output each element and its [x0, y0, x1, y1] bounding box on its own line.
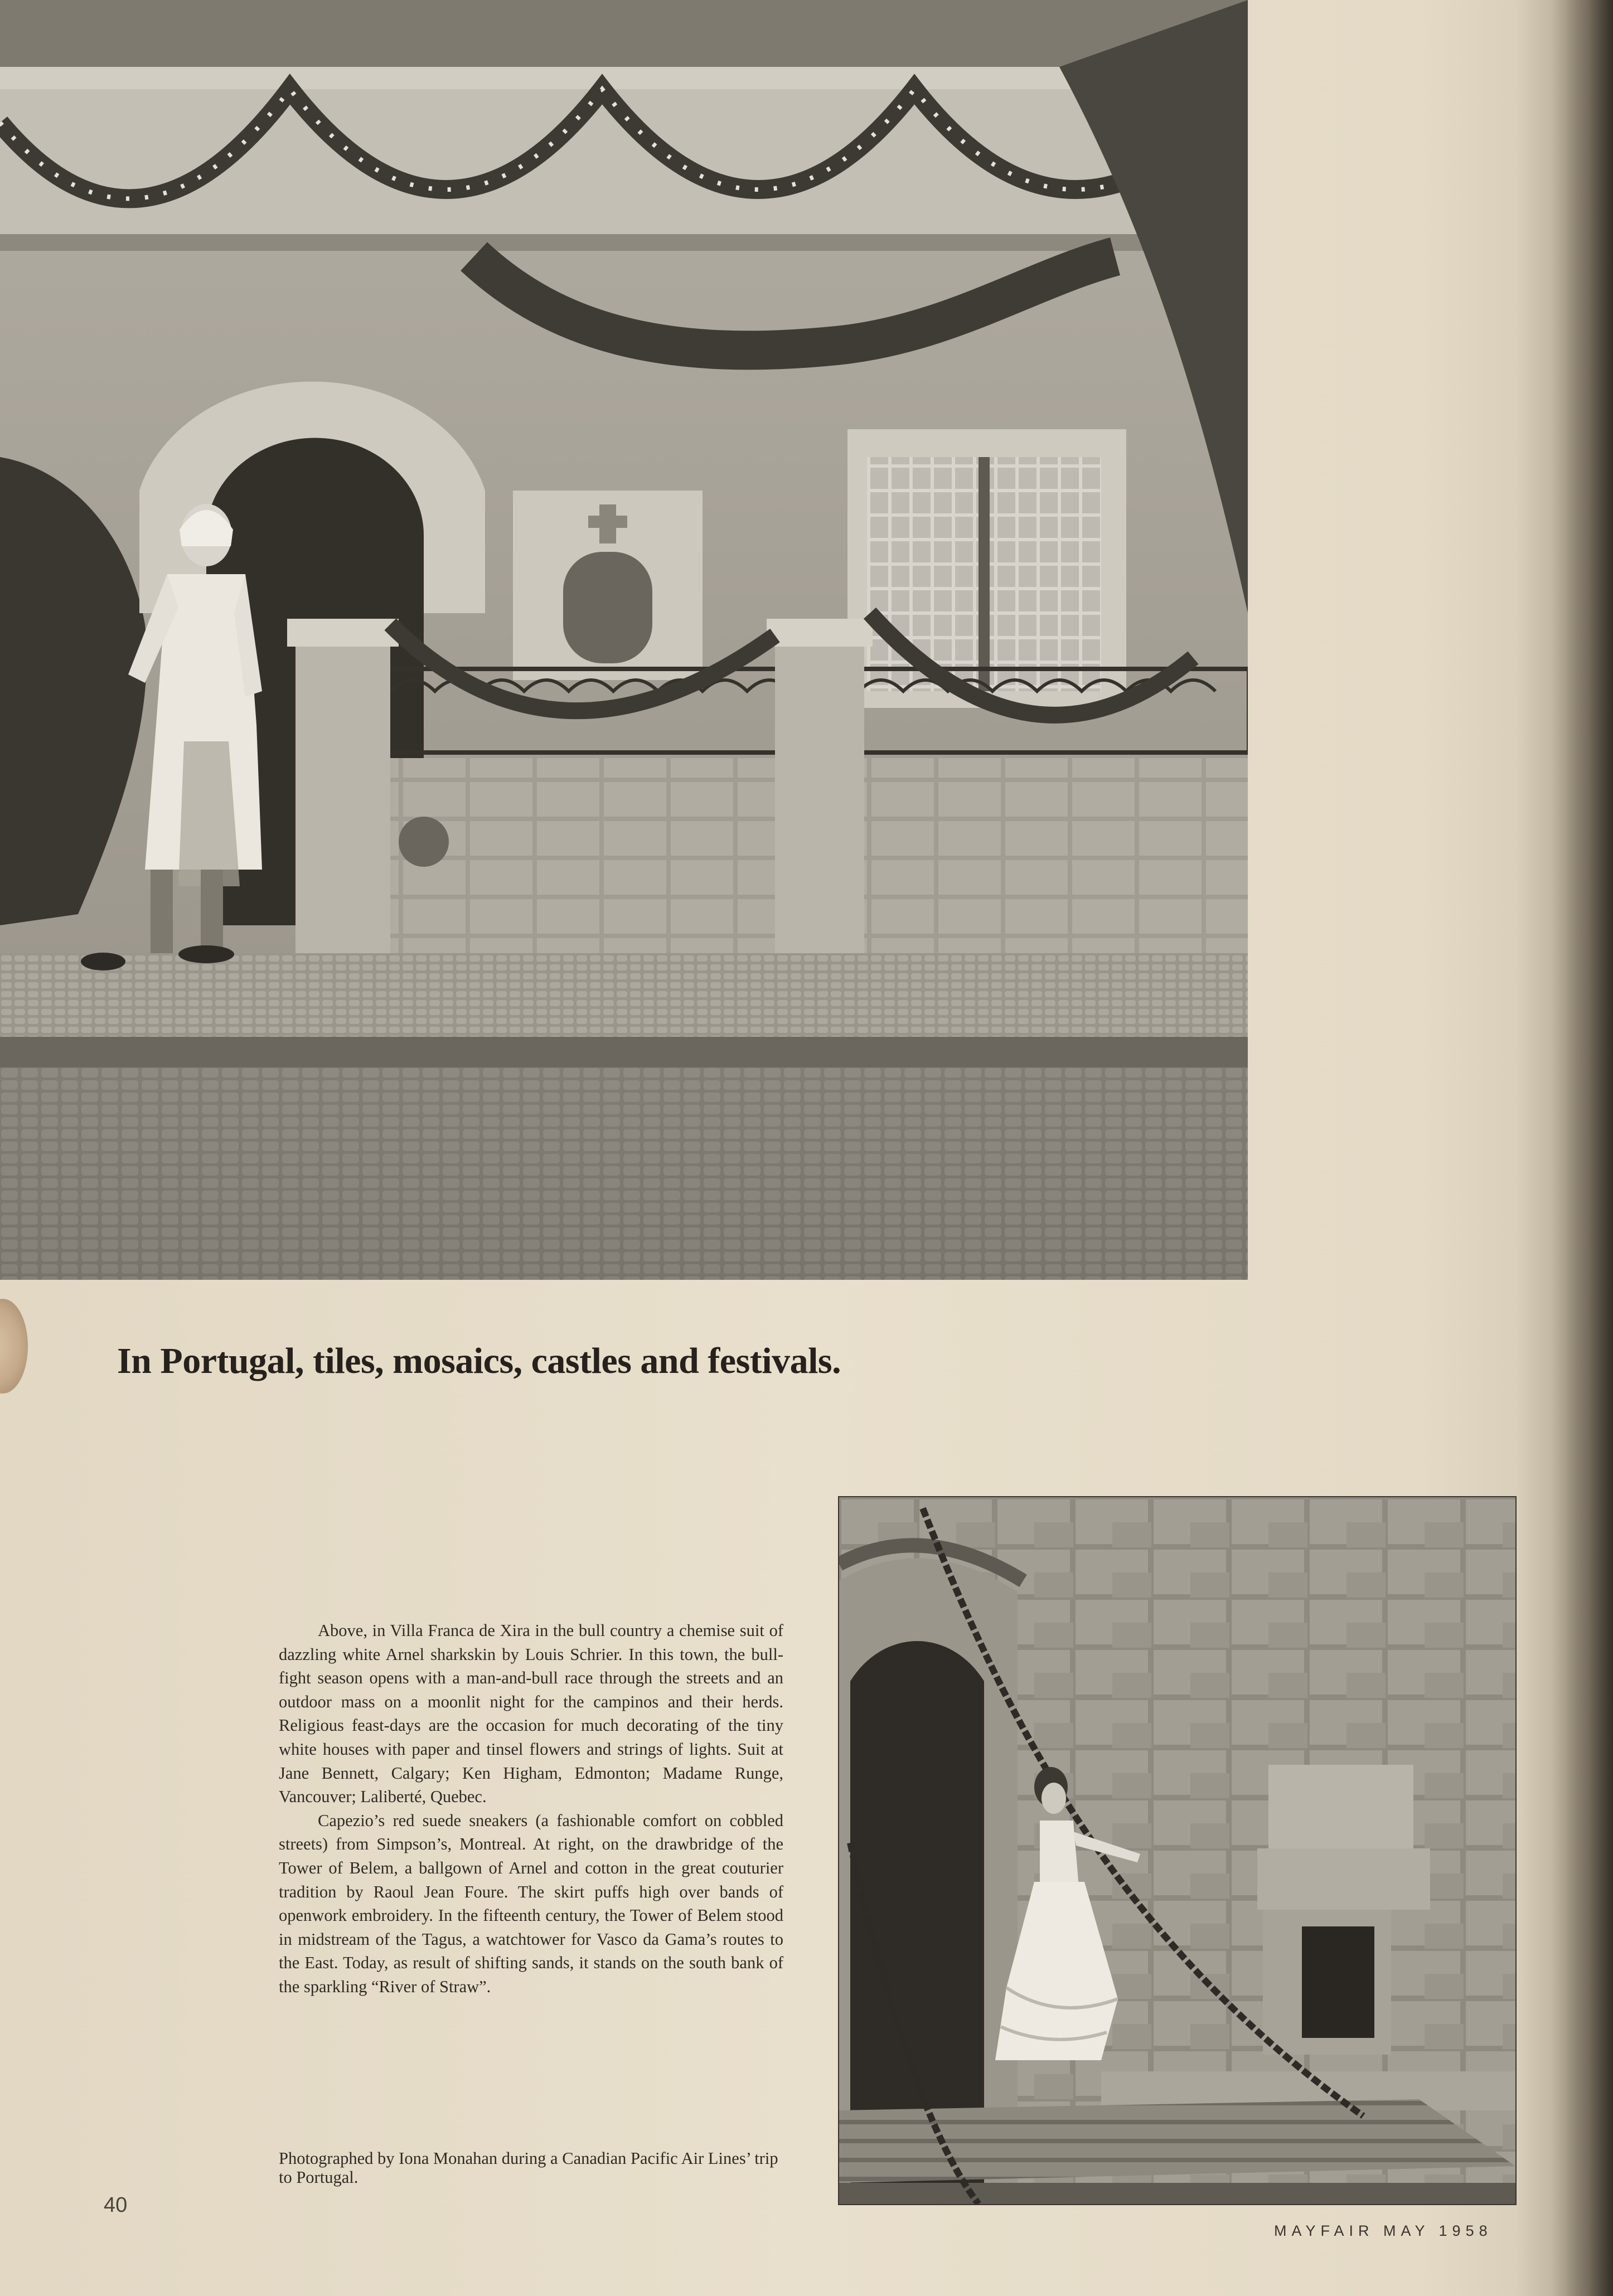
headline: In Portugal, tiles, mosaics, castles and festivals.: [117, 1341, 841, 1381]
page-number: 40: [104, 2193, 128, 2217]
photo-credit: Photographed by Iona Monahan during a Canadian Pacific Air Lines’ trip to Portugal.: [279, 2149, 778, 2187]
bottom-photograph: [839, 1497, 1515, 2204]
body-paragraph: Capezio’s red suede sneakers (a fashionable comfort on cobbled streets) from Simpson’s, Montreal. At right, on the drawbridge of the Tower of Belem, a ballgown of Arnel and cotton in the great couturier tradition by Raoul Jean Foure. The skirt puffs high over bands of openwork embroidery. In the fifteenth century, the Tower of Belem stood in midstream of the Tagus, a watchtower for Vasco da Gama’s routes to the East. Today, as result of shifting sands, it stands on the south bank of the sparkling “River of Straw”.: [279, 1810, 783, 1996]
article-body: [279, 1619, 783, 1999]
binding-shadow: [1552, 0, 1613, 2296]
magazine-footer: MAYFAIR MAY 1958: [1274, 2222, 1493, 2239]
top-photograph: [0, 0, 1248, 1280]
body-paragraph: Above, in Villa Franca de Xira in the bull country a chemise suit of dazzling white Arnel sharkskin by Louis Schrier. In this town, the bull-fight season opens with a man-and-bull race through the streets and an outdoor mass on a moonlit night for the campinos and their herds. Religious feast-days are the occasion for much decorating of the tiny white houses with paper and tinsel flowers and strings of lights. Suit at Jane Bennett, Calgary; Ken Higham, Edmonton; Madame Runge, Vancouver; Laliberté, Quebec.: [279, 1621, 783, 1807]
